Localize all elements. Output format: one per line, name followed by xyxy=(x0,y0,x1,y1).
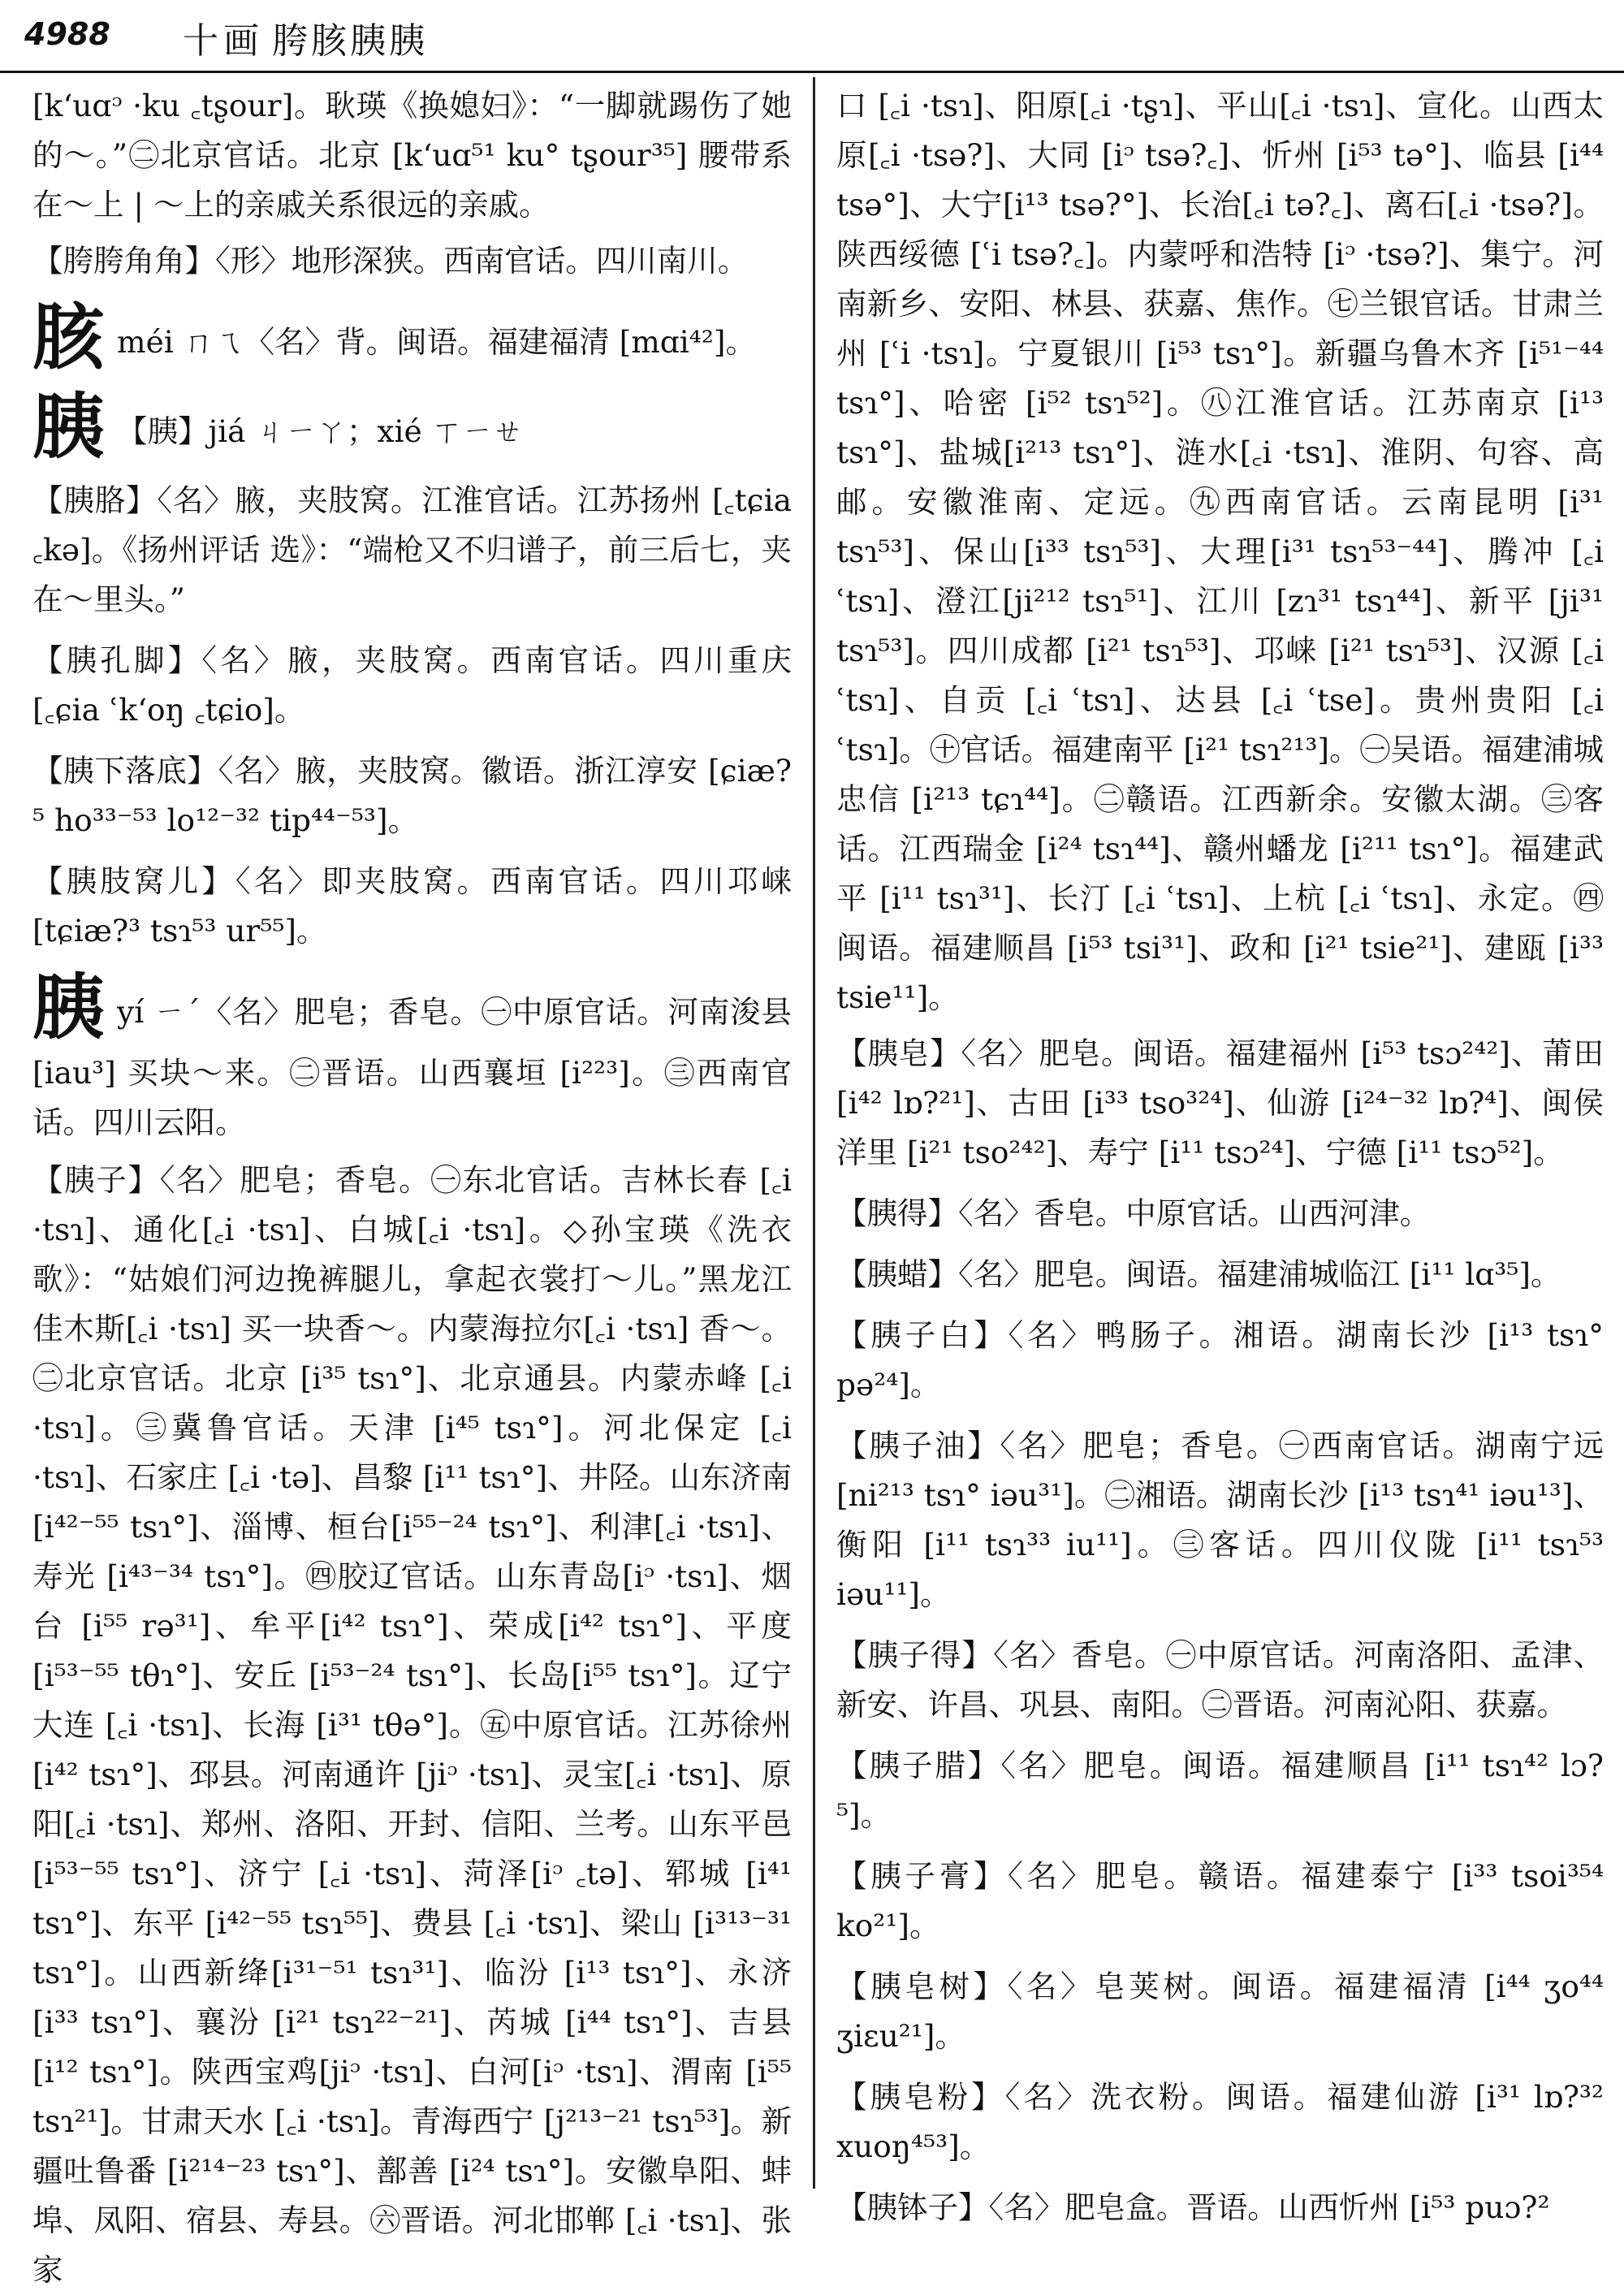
dictionary-entry xyxy=(836,2183,1604,2232)
dictionary-entry xyxy=(836,1189,1604,1238)
entry-text: 【胰胳】〈名〉腋，夹肢窝。江淮官话。江苏扬州 [꜀tɕia ꜀kə]。《扬州评话 选》：“端枪又不归谱子，前三后七，夹在～里头。” xyxy=(32,482,792,617)
entry-text: yí ㄧˊ〈名〉肥皂；香皂。㊀中原官话。河南浚县 [iau³] 买块～来。㊁晋语。山西襄垣 [i²²³]。㊂西南官话。四川云阳。 xyxy=(32,994,792,1140)
character-entry xyxy=(32,387,792,468)
head-character: 胰 xyxy=(32,966,105,1049)
dictionary-entry xyxy=(836,1421,1604,1619)
entry-text: 【胰肢窝儿】〈名〉即夹肢窝。西南官话。四川邛崃 [tɕiæ?³ tsɿ⁵³ ur⁵⁵]。 xyxy=(32,863,792,949)
entry-text: 【胰钵子】〈名〉肥皂盒。晋语。山西忻州 [i⁵³ puɔ?² xyxy=(836,2189,1550,2225)
character-entry xyxy=(32,967,792,1148)
entry-text: 【胰子腊】〈名〉肥皂。闽语。福建顺昌 [i¹¹ tsɿ⁴² lɔ?⁵]。 xyxy=(836,1748,1604,1833)
head-character: 胲 xyxy=(32,296,105,379)
entry-text: 【胰得】〈名〉香皂。中原官话。山西河津。 xyxy=(836,1195,1431,1231)
dictionary-entry xyxy=(836,1029,1604,1178)
entry-text: méi ㄇㄟ〈名〉背。闽语。福建福清 [mɑi⁴²]。 xyxy=(117,324,756,360)
dictionary-entry xyxy=(32,476,792,625)
entry-text: 【胰】jiá ㄐㄧㄚ；xié ㄒㄧㄝ xyxy=(117,413,524,449)
dictionary-entry xyxy=(836,1250,1604,1299)
left-column xyxy=(32,81,792,2288)
entry-text: 【胰子白】〈名〉鸭肠子。湘语。湖南长沙 [i¹³ tsɿ° pə²⁴]。 xyxy=(836,1317,1604,1402)
dictionary-entry xyxy=(32,857,792,956)
column-divider xyxy=(813,77,815,2189)
dictionary-entry xyxy=(836,1962,1604,2061)
dictionary-entry xyxy=(836,2072,1604,2172)
entry-text: 【胰下落底】〈名〉腋，夹肢窝。徽语。浙江淳安 [ɕiæ?⁵ ho³³⁻⁵³ lo¹²⁻³² tip⁴⁴⁻⁵³]。 xyxy=(32,753,792,838)
section-label: 十画 xyxy=(183,20,264,62)
page-number: 4988 xyxy=(24,16,110,52)
entry-text: 【胯胯角角】〈形〉地形深狭。西南官话。四川南川。 xyxy=(32,243,749,279)
dictionary-entry xyxy=(836,1852,1604,1951)
dictionary-entry xyxy=(32,746,792,845)
entry-text: [k‘uɑᵓ ·ku ꜀tʂour]。耿瑛《换媳妇》：“一脚就踢伤了她的～。”㊁北京官话。北京 [k‘uɑ⁵¹ ku° tʂour³⁵] 腰带系在～上 | ～上的亲戚关系很远的亲戚。 xyxy=(32,88,792,223)
head-character: 胰 xyxy=(32,385,105,469)
dictionary-entry xyxy=(836,1311,1604,1410)
right-column xyxy=(836,81,1604,2225)
character-entry xyxy=(32,297,792,378)
entry-text: 【胰皂粉】〈名〉洗衣粉。闽语。福建仙游 [i³¹ lɒ?³² xuoŋ⁴⁵³]。 xyxy=(836,2079,1604,2164)
entry-text: 【胰子】〈名〉肥皂；香皂。㊀东北官话。吉林长春 [꜀i ·tsɿ]、通化[꜀i ·tsɿ]、白城[꜀i ·tsɿ]。◇孙宝瑛《洗衣歌》：“姑娘们河边挽裤腿儿，拿起衣裳打～儿。”黑龙江佳木斯[꜀i ·tsɿ] 买一块香～。内蒙海拉尔[꜀i ·tsɿ] 香～。㊁北京官话。北京 [i³⁵ tsɿ°]、北京通县。内蒙赤峰 [꜀i ·tsɿ]。㊂冀鲁官话。天津 [i⁴⁵ tsɿ°]。河北保定 [꜀i ·tsɿ]、石家庄 [꜀i ·tə]、昌黎 [i¹¹ tsɿ°]、井陉。山东济南[i⁴²⁻⁵⁵ tsɿ°]、淄博、桓台[i⁵⁵⁻²⁴ tsɿ°]、利津[꜀i ·tsɿ]、寿光 [i⁴³⁻³⁴ tsɿ°]。㊃胶辽官话。山东青岛[iᵓ ·tsɿ]、烟台 [i⁵⁵ rə³¹]、牟平[i⁴² tsɿ°]、荣成[i⁴² tsɿ°]、平度 [i⁵³⁻⁵⁵ tθɿ°]、安丘 [i⁵³⁻²⁴ tsɿ°]、长岛[i⁵⁵ tsɿ°]。辽宁大连 [꜀i ·tsɿ]、长海 [i³¹ tθə°]。㊄中原官话。江苏徐州 [i⁴² tsɿ°]、邳县。河南通许 [jiᵓ ·tsɿ]、灵宝[꜀i ·tsɿ]、原阳[꜀i ·tsɿ]、郑州、洛阳、开封、信阳、兰考。山东平邑 [i⁵³⁻⁵⁵ tsɿ°]、济宁 [꜀i ·tsɿ]、菏泽[iᵓ ꜀tə]、郓城 [i⁴¹ tsɿ°]、东平 [i⁴²⁻⁵⁵ tsɿ⁵⁵]、费县 [꜀i ·tsɿ]、梁山 [i³¹³⁻³¹ tsɿ°]。山西新绛[i³¹⁻⁵¹ tsɿ³¹]、临汾 [i¹³ tsɿ°]、永济 [i³³ tsɿ°]、襄汾 [i²¹ tsɿ²²⁻²¹]、芮城 [i⁴⁴ tsɿ°]、吉县 [i¹² tsɿ°]。陕西宝鸡[jiᵓ ·tsɿ]、白河[iᵓ ·tsɿ]、渭南 [i⁵⁵ tsɿ²¹]。甘肃天水 [꜀i ·tsɿ]。青海西宁 [j²¹³⁻²¹ tsɿ⁵³]。新疆吐鲁番 [i²¹⁴⁻²³ tsɿ°]、鄯善 [i²⁴ tsɿ°]。安徽阜阳、蚌埠、凤阳、宿县、寿县。㊅晋语。河北邯郸 [꜀i ·tsɿ]、张家 xyxy=(32,1162,792,2288)
dictionary-entry xyxy=(32,236,792,286)
entry-text: 【胰子膏】〈名〉肥皂。赣语。福建泰宁 [i³³ tsoi³⁵⁴ ko²¹]。 xyxy=(836,1858,1604,1943)
entry-text: 【胰蜡】〈名〉肥皂。闽语。福建浦城临江 [i¹¹ lɑ³⁵]。 xyxy=(836,1256,1561,1292)
entry-text: 口 [꜀i ·tsɿ]、阳原[꜀i ·tʂɿ]、平山[꜀i ·tsɿ]、宣化。山西太原[꜀i ·tsə?]、大同 [iᵓ tsə?꜀]、忻州 [i⁵³ tə°]、临县 [i⁴⁴ tsə°]、大宁[i¹³ tsə?°]、长治[꜀i tə?꜀]、离石[꜀i ·tsə?]。陕西绥德 [ʿi tsə?꜀]。内蒙呼和浩特 [iᵓ ·tsə?]、集宁。河南新乡、安阳、林县、获嘉、焦作。㊆兰银官话。甘肃兰州 [ʿi ·tsɿ]。宁夏银川 [i⁵³ tsɿ°]。新疆乌鲁木齐 [i⁵¹⁻⁴⁴ tsɿ°]、哈密 [i⁵² tsɿ⁵²]。㊇江淮官话。江苏南京 [i¹³ tsɿ°]、盐城[i²¹³ tsɿ°]、涟水[꜀i ·tsɿ]、淮阴、句容、高邮。安徽淮南、定远。㊈西南官话。云南昆明 [i³¹ tsɿ⁵³]、保山[i³³ tsɿ⁵³]、大理[i³¹ tsɿ⁵³⁻⁴⁴]、腾冲 [꜀i ʿtsɿ]、澄江[ji²¹² tsɿ⁵¹]、江川 [zɿ³¹ tsɿ⁴⁴]、新平 [ji³¹ tsɿ⁵³]。四川成都 [i²¹ tsɿ⁵³]、邛崃 [i²¹ tsɿ⁵³]、汉源 [꜀i ʿtsɿ]、自贡 [꜀i ʿtsɿ]、达县 [꜀i ʿtse]。贵州贵阳 [꜀i ʿtsɿ]。㊉官话。福建南平 [i²¹ tsɿ²¹³]。㊀吴语。福建浦城忠信 [i²¹³ tɕɿ⁴⁴]。㊁赣语。江西新余。安徽太湖。㊂客话。江西瑞金 [i²⁴ tsɿ⁴⁴]、赣州蟠龙 [i²¹¹ tsɿ°]。福建武平 [i¹¹ tsɿ³¹]、长汀 [꜀i ʿtsɿ]、上杭 [꜀i ʿtsɿ]、永定。㊃闽语。福建顺昌 [i⁵³ tsi³¹]、政和 [i²¹ tsie²¹]、建瓯 [i³³ tsie¹¹]。 xyxy=(836,88,1604,1015)
entry-text: 【胰皂树】〈名〉皂荚树。闽语。福建福清 [i⁴⁴ ʒo⁴⁴ ʒiɛu²¹]。 xyxy=(836,1969,1604,2054)
dictionary-entry xyxy=(836,1631,1604,1730)
entry-text: 【胰子得】〈名〉香皂。㊀中原官话。河南洛阳、孟津、新安、许昌、巩县、南阳。㊁晋语。河南沁阳、获嘉。 xyxy=(836,1637,1604,1722)
dictionary-entry xyxy=(836,81,1604,1022)
dictionary-entry xyxy=(32,81,792,230)
page-header xyxy=(0,0,1624,73)
entry-text: 【胰孔脚】〈名〉腋，夹肢窝。西南官话。四川重庆 [꜀ɕia ʿk‘oŋ ꜀tɕio]。 xyxy=(32,642,792,728)
entry-text: 【胰皂】〈名〉肥皂。闽语。福建福州 [i⁵³ tsɔ²⁴²]、莆田 [i⁴² lɒ?²¹]、古田 [i³³ tso³²⁴]、仙游 [i²⁴⁻³² lɒ?⁴]、闽侯洋里 [i²¹ tso²⁴²]、寿宁 [i¹¹ tsɔ²⁴]、宁德 [i¹¹ tsɔ⁵²]。 xyxy=(836,1035,1604,1170)
dictionary-entry xyxy=(32,1156,792,2295)
dictionary-entry xyxy=(32,636,792,735)
running-head-chars: 胯胲胰胰 xyxy=(272,20,428,62)
dictionary-entry xyxy=(836,1741,1604,1840)
entry-text: 【胰子油】〈名〉肥皂；香皂。㊀西南官话。湖南宁远 [ni²¹³ tsɿ° iəu³¹]。㊁湘语。湖南长沙 [i¹³ tsɿ⁴¹ iəu¹³]、衡阳 [i¹¹ tsɿ³³ iu¹¹]。㊂客话。四川仪陇 [i¹¹ tsɿ⁵³ iəu¹¹]。 xyxy=(836,1428,1604,1612)
